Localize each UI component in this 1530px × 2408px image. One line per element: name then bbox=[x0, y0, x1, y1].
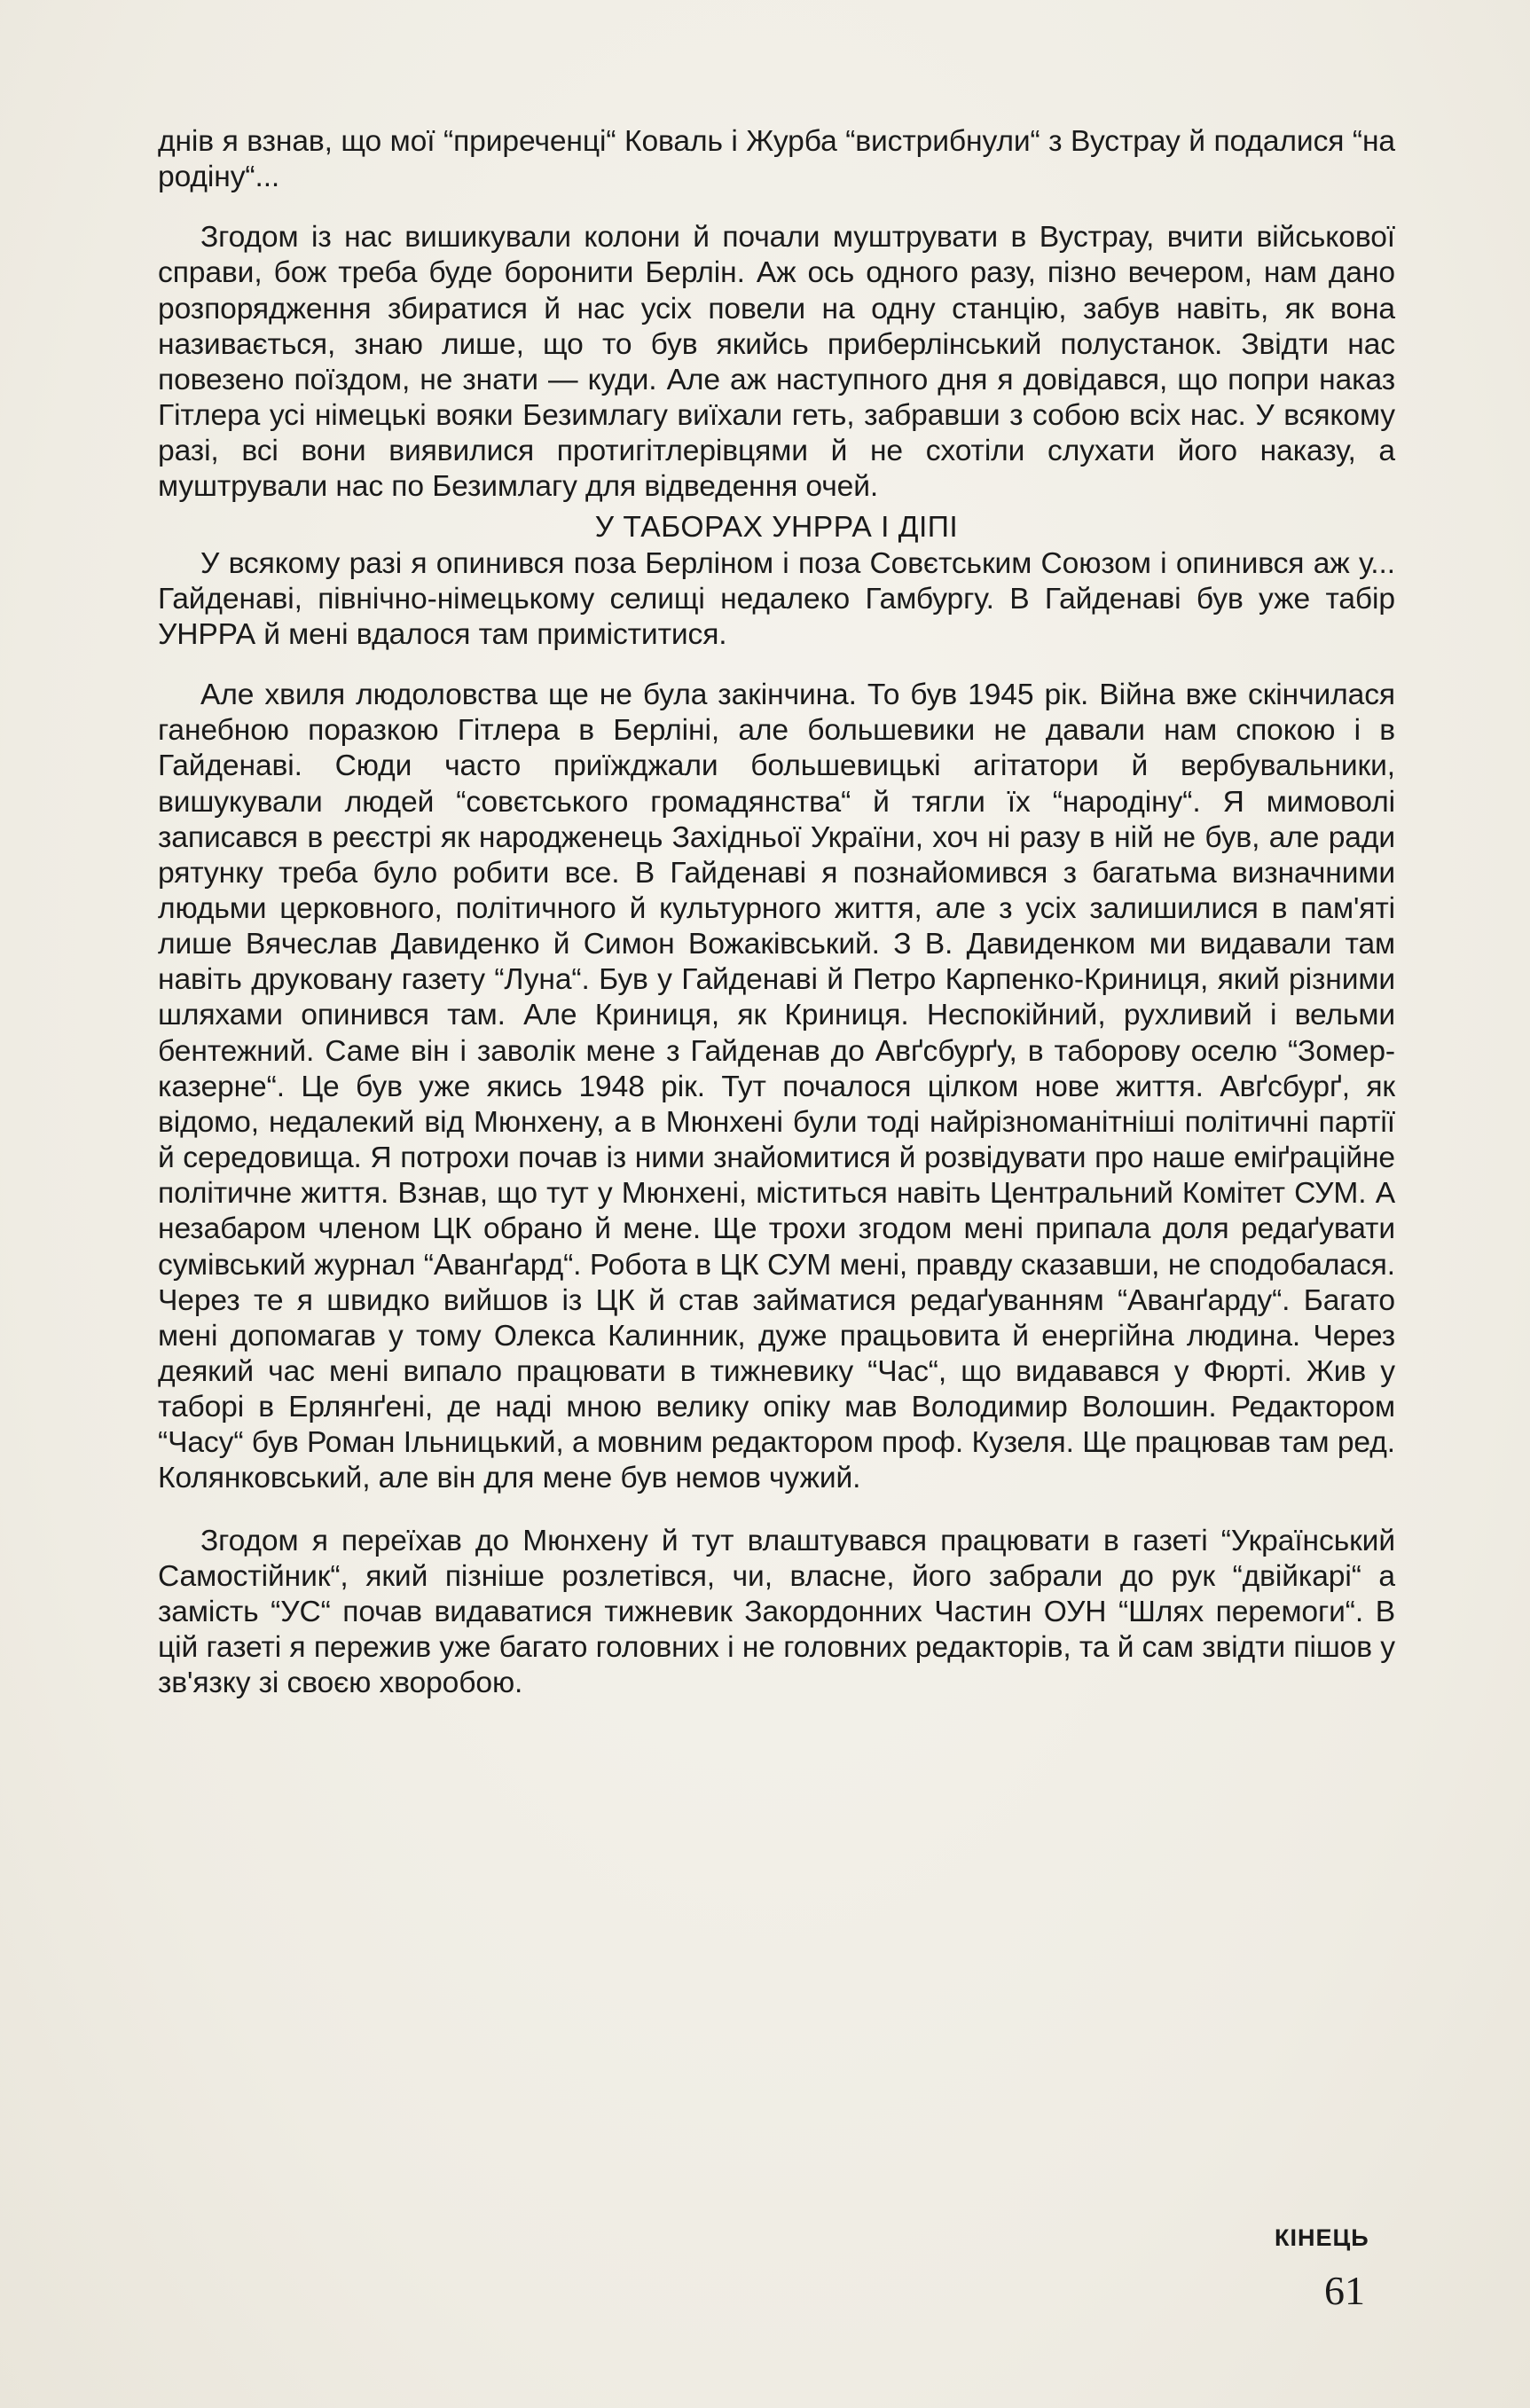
paragraph: Згодом із нас вишикували колони й почали муштрувати в Вустрау, вчити військової справи, бож треба буде боронити Берлін. Аж ось одного разу, пізно вечером, нам дано розпорядження збиратися й нас усіх повели на одну станцію, забув навіть, як вона називається, знаю лише, що то був якийсь приберлінський полустанок. Звідти нас повезено поїздом, не знати — куди. Але аж наступного дня я довідався, що попри наказ Гітлера усі німецькі вояки Безимлагу виїхали геть, забравши з собою всіх нас. У всякому разі, всі вони виявилися протигітлерівцями й не схотіли слухати його наказу, а муштрували нас по Безимлагу для відведення очей. bbox=[158, 221, 1395, 504]
paragraph-continued: днів я взнав, що мої “приреченці“ Коваль і Журба “вистрибнули“ з Вустрау й подалися “на родіну“... bbox=[158, 125, 1395, 194]
paragraph: Але хвиля людоловства ще не була закінчина. То був 1945 рік. Війна вже скінчилася ганебною поразкою Гітлера в Берліні, але большевики не давали нам спокою і в Гайденаві. Сюди часто приїжджали большевицькі агітатори й вербувальники, вишукували людей “совєтського громадянства“ й тягли їх “народіну“. Я мимоволі записався в реєстрі як народженець Західньої України, хоч ні разу в ній не був, але ради рятунку треба було робити все. В Гайденаві я познайомився з багатьма визначними людьми церковного, політичного й культурного життя, але з усіх залишилися в пам'яті лише Вячеслав Давиденко й Симон Вожаківський. З В. Давиденком ми видавали там навіть друковану газету “Луна“. Був у Гайденаві й Петро Карпенко-Криниця, який різними шляхами опинився там. Але Криниця, як Криниця. Неспокійний, рухливий і вельми бентежний. Саме він і заволік мене з Гайденав до Авґсбурґу, в таборову оселю “Зомер-казерне“. Це був уже якиcь 1948 рік. Тут почалося цілком нове життя. Авґсбурґ, як відомо, недалекий від Мюнхену, а в Мюнхені були тоді найрізноманітніші політичні партії й середовища. Я потрохи почав із ними знайомитися й розвідувати про наше еміґраційне політичне життя. Взнав, що тут у Мюнхені, міститься навіть Центральний Комітет СУМ. А незабаром членом ЦК обрано й мене. Ще трохи згодом мені припала доля редаґувати сумівський журнал “Аванґард“. Робота в ЦК СУМ мені, правду сказавши, не сподобалася. Через те я швидко вийшов із ЦК й став займатися редаґуванням “Аванґарду“. Багато мені допомагав у тому Олекса Калинник, дуже працьовита й енергійна людина. Через деякий час мені випало працювати в тижневику “Час“, що видавався у Фюрті. Жив у таборі в Ерлянґені, де наді мною велику опіку мав Володимир Волошин. Редактором “Часу“ був Роман Ільницький, а мовним редактором проф. Кузеля. Ще працював там ред. Колянковський, але він для мене був немов чужий. bbox=[158, 678, 1395, 1495]
paragraph: У всякому разі я опинився поза Берліном і поза Совєтським Союзом і опинився аж у... Гайденаві, північно-німецькому селищі недалеко Гамбургу. В Гайденаві був уже табір УНРРА й мені вдалося там приміститися. bbox=[158, 546, 1395, 651]
body-text bbox=[158, 124, 1395, 1701]
paragraph: Згодом я переїхав до Мюнхену й тут влаштувався працювати в газеті “Український Самостійник“, який пізніше розлетівся, чи, власне, його забрали до рук “двійкарі“ а замість “УС“ почав видаватися тижневик Закордонних Частин ОУН “Шлях перемоги“. В цій газеті я пережив уже багато головних і не головних редакторів, та й сам звідти пішов у зв'язку зі своєю хворобою. bbox=[158, 1524, 1395, 1700]
section-heading: У ТАБОРАХ УНРРА І ДІПІ bbox=[594, 510, 959, 544]
page-number: 61 bbox=[1324, 2268, 1365, 2313]
end-label: КІНЕЦЬ bbox=[1275, 2224, 1369, 2251]
